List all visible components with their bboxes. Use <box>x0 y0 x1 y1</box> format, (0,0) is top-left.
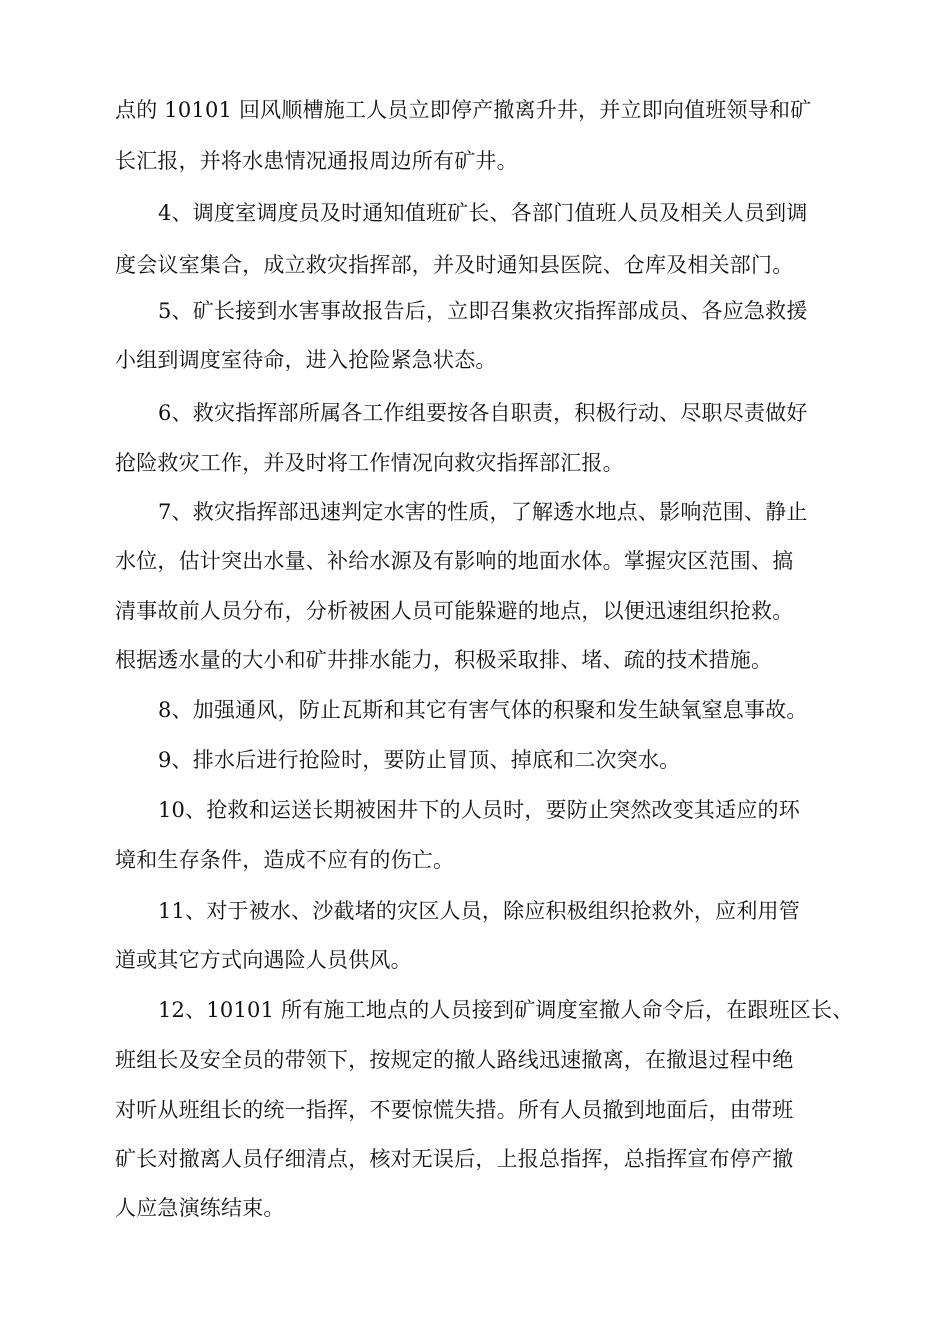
text-line-1: 点的 10101 回风顺槽施工人员立即停产撤离升井，并立即向值班领导和矿 <box>115 98 812 122</box>
text-line-17: 11、对于被水、沙截堵的灾区人员，除应积极组织抢救外，应利用管 <box>158 899 800 923</box>
text-line-16: 境和生存条件，造成不应有的伤亡。 <box>115 848 455 872</box>
text-line-3: 4、调度室调度员及时通知值班矿长、各部门值班人员及相关人员到调 <box>158 201 808 225</box>
text-line-21: 对听从班组长的统一指挥，不要惊慌失措。所有人员撤到地面后，由带班 <box>115 1098 794 1122</box>
text-line-4: 度会议室集合，成立救灾指挥部，并及时通知县医院、仓库及相关部门。 <box>115 253 794 277</box>
text-line-10: 水位，估计突出水量、补给水源及有影响的地面水体。掌握灾区范围、搞 <box>115 549 794 573</box>
text-line-14: 9、排水后进行抢险时，要防止冒顶、掉底和二次突水。 <box>158 748 681 772</box>
text-line-19: 12、10101 所有施工地点的人员接到矿调度室撤人命令后，在跟班区长、 <box>158 998 854 1022</box>
text-line-7: 6、救灾指挥部所属各工作组要按各自职责，积极行动、尽职尽责做好 <box>158 401 808 425</box>
text-line-11: 清事故前人员分布，分析被困人员可能躲避的地点，以便迅速组织抢救。 <box>115 599 794 623</box>
text-line-13: 8、加强通风，防止瓦斯和其它有害气体的积聚和发生缺氧窒息事故。 <box>158 698 808 722</box>
text-line-15: 10、抢救和运送长期被困井下的人员时，要防止突然改变其适应的环 <box>158 798 800 822</box>
text-line-23: 人应急演练结束。 <box>115 1196 285 1220</box>
text-line-22: 矿长对撤离人员仔细清点，核对无误后，上报总指挥，总指挥宣布停产撤 <box>115 1147 794 1171</box>
text-line-8: 抢险救灾工作，并及时将工作情况向救灾指挥部汇报。 <box>115 451 624 475</box>
text-line-18: 道或其它方式向遇险人员供风。 <box>115 948 412 972</box>
text-line-5: 5、矿长接到水害事故报告后，立即召集救灾指挥部成员、各应急救援 <box>158 299 808 323</box>
text-line-12: 根据透水量的大小和矿井排水能力，积极采取排、堵、疏的技术措施。 <box>115 648 773 672</box>
text-line-20: 班组长及安全员的带领下，按规定的撤人路线迅速撤离，在撤退过程中绝 <box>115 1048 794 1072</box>
text-line-9: 7、救灾指挥部迅速判定水害的性质，了解透水地点、影响范围、静止 <box>158 500 808 524</box>
text-line-2: 长汇报，并将水患情况通报周边所有矿井。 <box>115 149 518 173</box>
text-line-6: 小组到调度室待命，进入抢险紧急状态。 <box>115 348 497 372</box>
